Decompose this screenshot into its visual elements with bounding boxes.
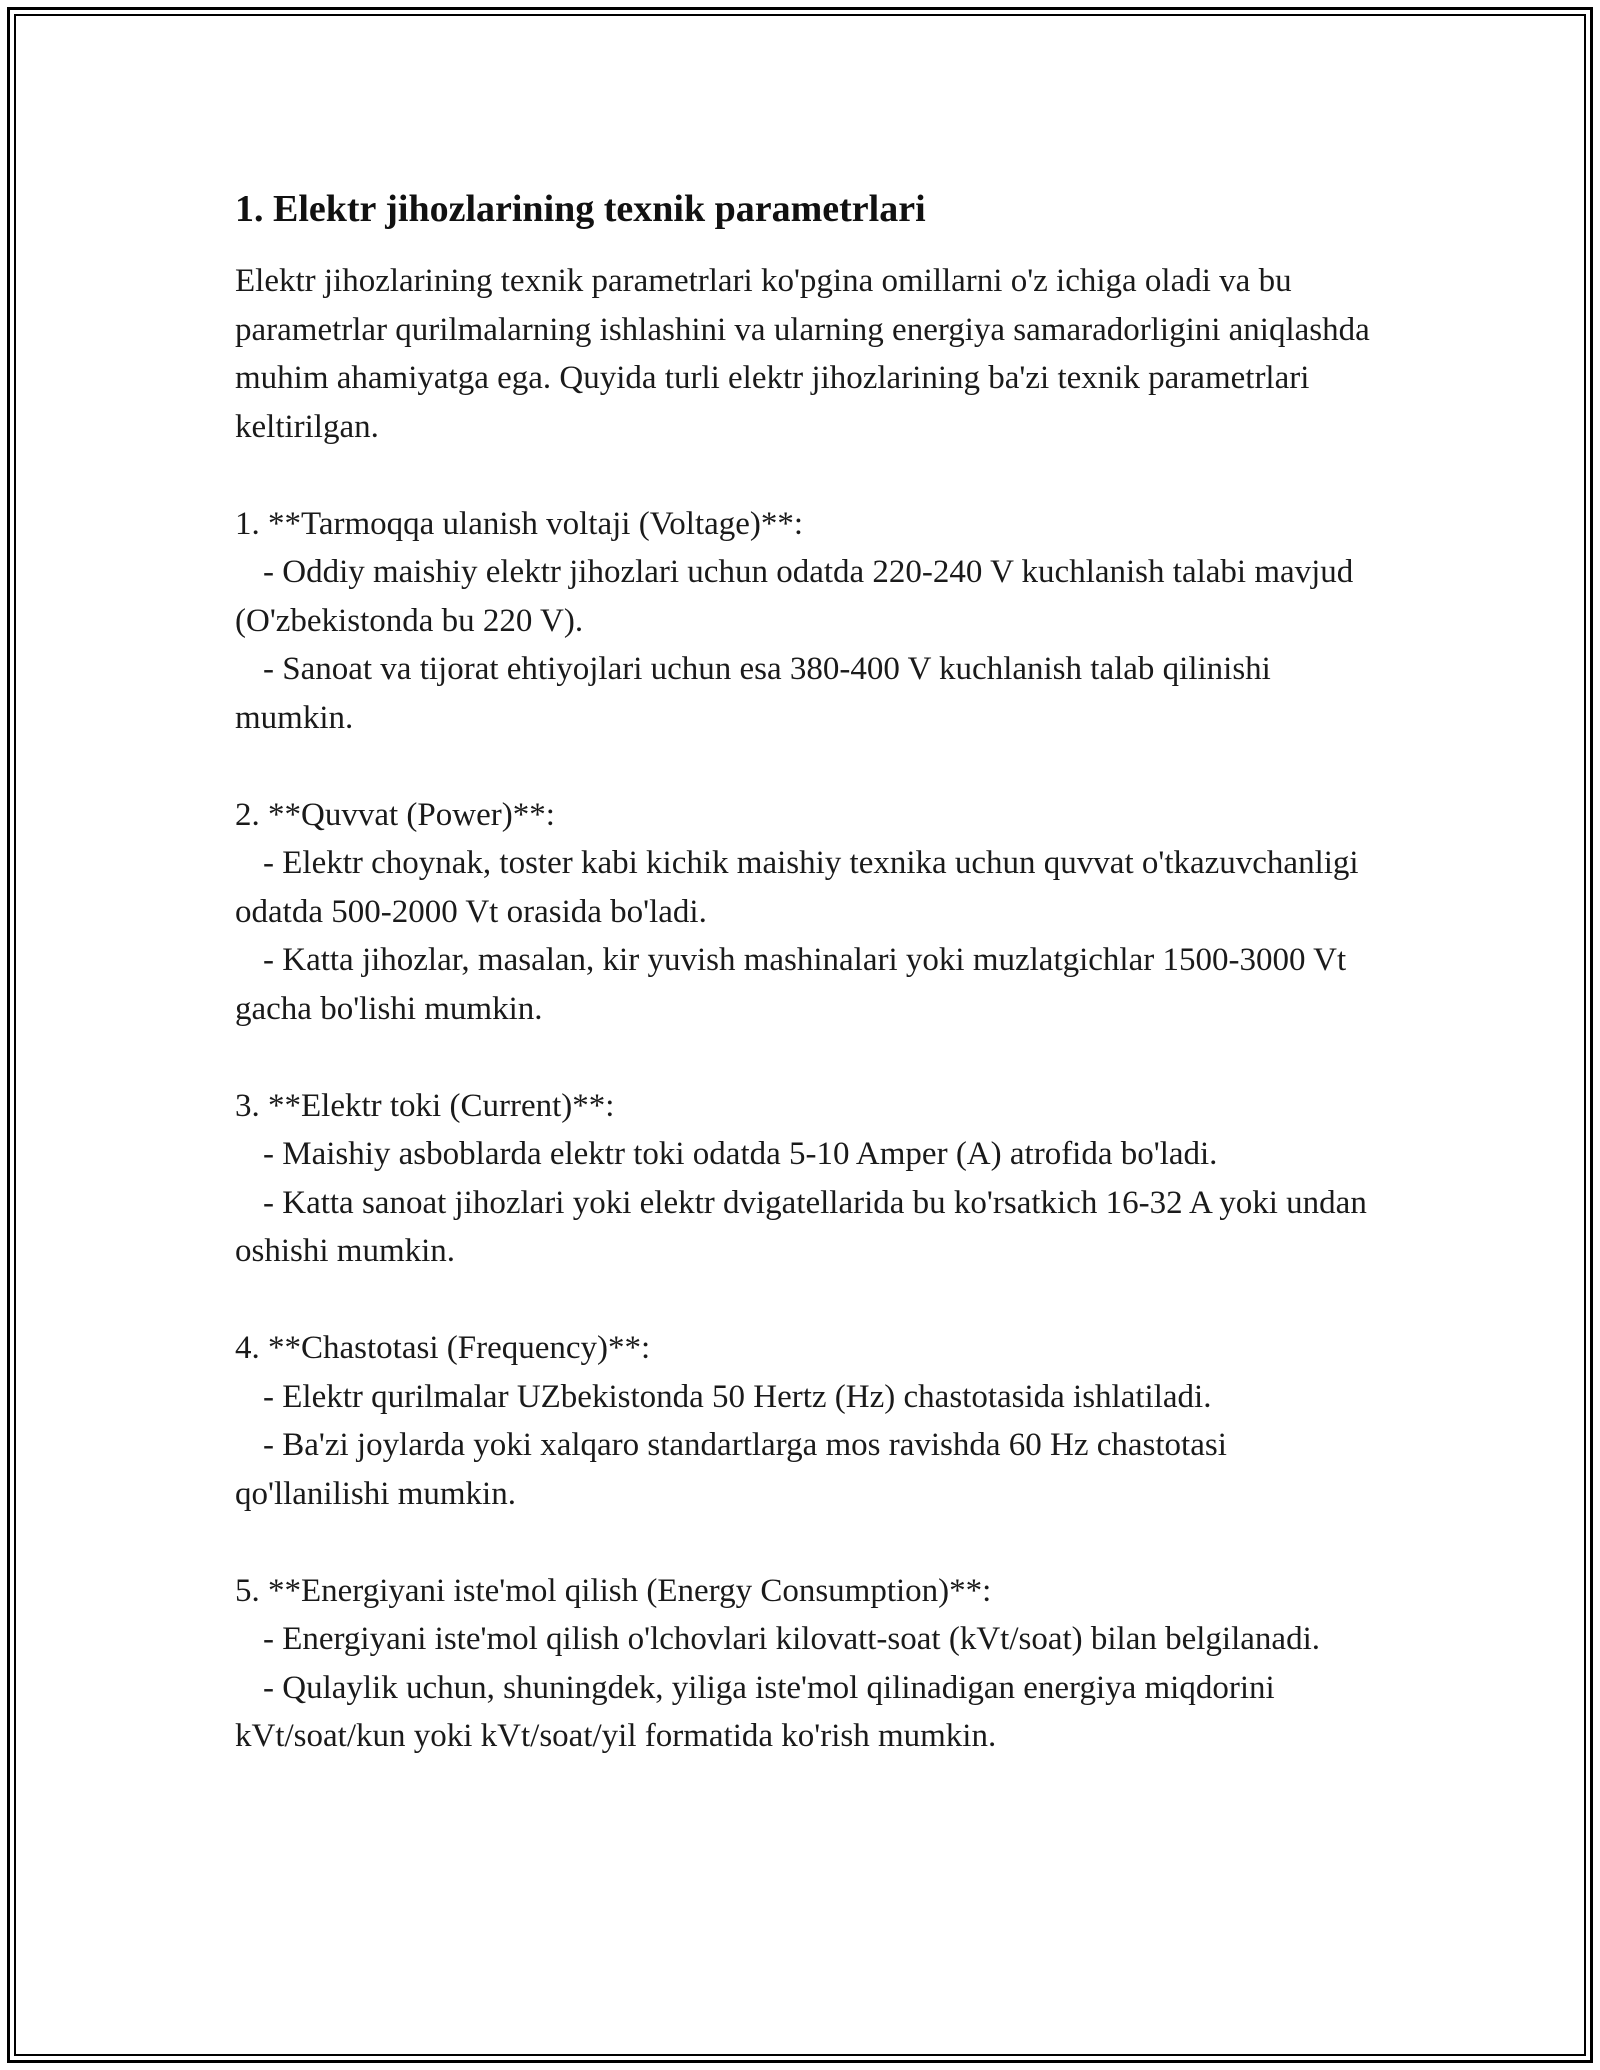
list-item [235, 791, 1385, 1034]
list-item [235, 1324, 1385, 1518]
item-line: - Sanoat va tijorat ehtiyojlari uchun esa 380-400 V kuchlanish talab qilinishi mumkin. [235, 651, 1271, 736]
item-title: 4. **Chastotasi (Frequency)**: [235, 1330, 651, 1366]
list-item [235, 1082, 1385, 1276]
item-line: - Katta jihozlar, masalan, kir yuvish mashinalari yoki muzlatgichlar 1500-3000 Vt gacha bo'lishi mumkin. [235, 942, 1347, 1027]
intro-paragraph: Elektr jihozlarining texnik parametrlari ko'pgina omillarni o'z ichiga oladi va bu parametrlar qurilmalarning ishlashini va ularning energiya samaradorligini aniqlashda muhim ahamiyatga ega. Quyida turli elektr jihozlarining ba'zi texnik parametrlari keltirilgan. [235, 263, 1379, 445]
item-line: - Elektr qurilmalar UZbekistonda 50 Hertz (Hz) chastotasida ishlatiladi. [263, 1378, 1212, 1415]
item-line: - Ba'zi joylarda yoki xalqaro standartlarga mos ravishda 60 Hz chastotasi qo'llanilishi mumkin. [235, 1427, 1227, 1512]
item-line: - Elektr choynak, toster kabi kichik maishiy texnika uchun quvvat o'tkazuvchanligi odatda 500-2000 Vt orasida bo'ladi. [235, 845, 1359, 930]
item-line: - Maishiy asboblarda elektr toki odatda 5-10 Amper (A) atrofida bo'ladi. [263, 1136, 1218, 1172]
item-title: 3. **Elektr toki (Current)**: [235, 1087, 615, 1124]
item-line: - Energiyani iste'mol qilish o'lchovlari kilovatt-soat (kVt/soat) bilan belgilanadi. [263, 1621, 1320, 1657]
item-title: 2. **Quvvat (Power)**: [235, 796, 555, 833]
item-line: - Katta sanoat jihozlari yoki elektr dvigatellarida bu ko'rsatkich 16-32 A yoki undan oshishi mumkin. [235, 1184, 1367, 1269]
section-heading: 1. Elektr jihozlarining texnik parametrlari [235, 188, 926, 230]
item-line: - Qulaylik uchun, shuningdek, yiliga iste'mol qilinadigan energiya miqdorini kVt/soat/kun yoki kVt/soat/yil formatida ko'rish mumkin. [235, 1669, 1275, 1754]
item-line: - Oddiy maishiy elektr jihozlari uchun odatda 220-240 V kuchlanish talabi mavjud (O'zbekistonda bu 220 V). [235, 554, 1354, 639]
document-content [235, 185, 1385, 1761]
item-title: 5. **Energiyani iste'mol qilish (Energy Consumption)**: [235, 1572, 992, 1609]
item-title: 1. **Tarmoqqa ulanish voltaji (Voltage)**: [235, 505, 804, 542]
list-item [235, 500, 1385, 743]
list-item [235, 1567, 1385, 1761]
